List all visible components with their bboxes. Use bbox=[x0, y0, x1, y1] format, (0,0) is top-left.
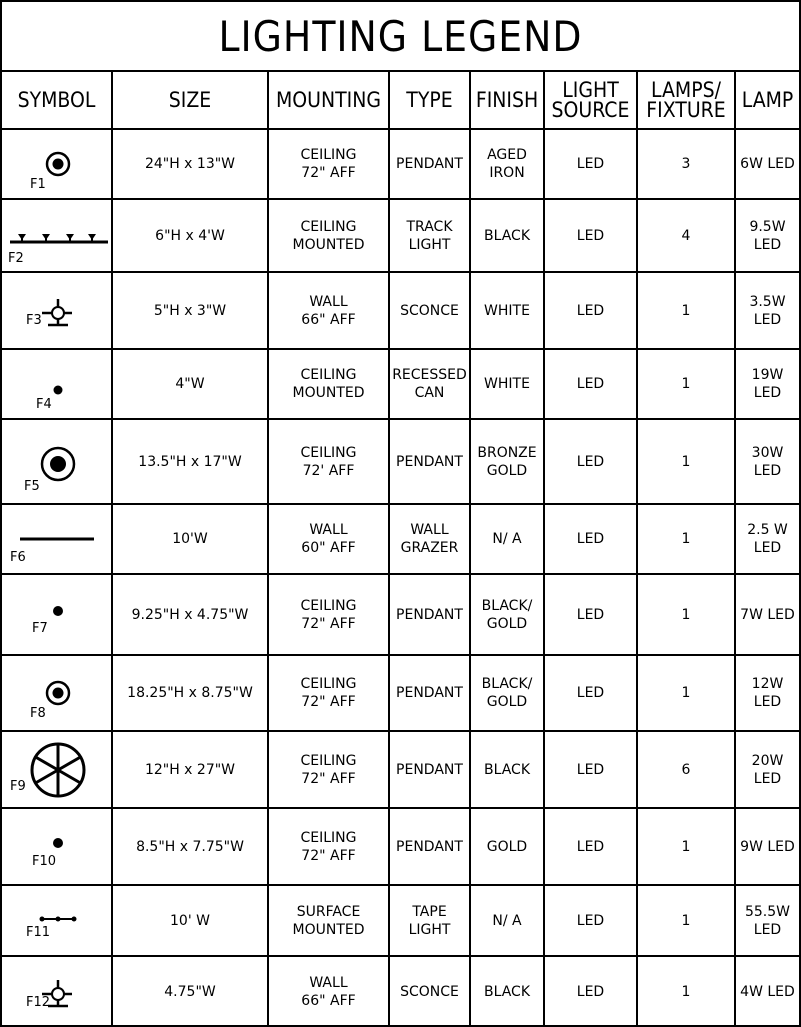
size-cell: 5"H x 3"W bbox=[112, 272, 268, 348]
finish-cell-line2: GOLD bbox=[486, 462, 528, 479]
lamp-cell-line2: LED bbox=[753, 311, 782, 328]
light-source-cell: LED bbox=[544, 504, 637, 574]
mounting-cell bbox=[268, 129, 389, 199]
lamp-cell bbox=[735, 349, 799, 419]
header-light-source bbox=[544, 72, 637, 129]
mounting-cell-line2: MOUNTED bbox=[292, 236, 365, 253]
table-row bbox=[2, 808, 799, 885]
light-source-cell: LED bbox=[544, 272, 637, 348]
type-cell-line1: RECESSED bbox=[392, 366, 467, 383]
finish-cell-line1: BLACK bbox=[483, 761, 530, 778]
light-source-cell: LED bbox=[544, 655, 637, 731]
lamp-cell bbox=[735, 272, 799, 348]
table-row bbox=[2, 731, 799, 808]
wall-sconce-icon bbox=[2, 957, 110, 1026]
fixture-tag: F7 bbox=[32, 621, 48, 637]
size-cell: 6"H x 4'W bbox=[112, 199, 268, 272]
lamp-cell bbox=[735, 419, 799, 504]
table-row bbox=[2, 349, 799, 419]
lamp-cell-line1: 9W LED bbox=[740, 838, 795, 855]
type-cell bbox=[389, 419, 470, 504]
size-cell: 10'W bbox=[112, 504, 268, 574]
size-cell: 4"W bbox=[112, 349, 268, 419]
mounting-cell-line1: CEILING bbox=[300, 366, 357, 383]
mounting-cell-line1: CEILING bbox=[300, 829, 357, 846]
size-cell: 12"H x 27"W bbox=[112, 731, 268, 808]
type-cell bbox=[389, 956, 470, 1027]
small-pendant-icon bbox=[2, 576, 110, 654]
light-source-cell: LED bbox=[544, 419, 637, 504]
fixture-tag: F12 bbox=[26, 994, 51, 1010]
header-lamps-fixture-line2: FIXTURE bbox=[646, 98, 726, 122]
finish-cell bbox=[470, 129, 544, 199]
symbol-cell bbox=[2, 885, 112, 955]
finish-cell-line2: GOLD bbox=[486, 615, 528, 632]
type-cell bbox=[389, 885, 470, 955]
type-cell-line1: SCONCE bbox=[400, 983, 459, 1000]
table-row bbox=[2, 956, 799, 1027]
lamps-per-fixture-cell: 1 bbox=[637, 504, 735, 574]
table-row bbox=[2, 272, 799, 348]
symbol-cell bbox=[2, 655, 112, 731]
header-light-source-line1: LIGHT bbox=[562, 78, 619, 102]
finish-cell bbox=[470, 808, 544, 885]
lamp-cell-line1: 7W LED bbox=[740, 606, 795, 623]
finish-cell bbox=[470, 419, 544, 504]
lamp-cell bbox=[735, 129, 799, 199]
finish-cell-line1: BRONZE bbox=[477, 444, 537, 461]
header-lamp: LAMP bbox=[735, 72, 799, 129]
type-cell-line1: PENDANT bbox=[396, 761, 463, 778]
lamp-cell-line1: 19W bbox=[751, 366, 784, 383]
type-cell bbox=[389, 272, 470, 348]
size-cell: 24"H x 13"W bbox=[112, 129, 268, 199]
lamp-cell bbox=[735, 808, 799, 885]
type-cell-line1: WALL bbox=[410, 522, 449, 539]
finish-cell bbox=[470, 349, 544, 419]
mounting-cell-line2: 72" AFF bbox=[301, 165, 356, 182]
type-cell-line1: TRACK bbox=[406, 218, 453, 235]
table-row bbox=[2, 199, 799, 272]
lamps-per-fixture-cell: 1 bbox=[637, 574, 735, 654]
light-source-cell: LED bbox=[544, 129, 637, 199]
type-cell bbox=[389, 574, 470, 654]
mounting-cell bbox=[268, 504, 389, 574]
finish-cell-line1: AGED bbox=[487, 147, 527, 164]
mounting-cell-line2: 72" AFF bbox=[301, 847, 356, 864]
type-cell bbox=[389, 504, 470, 574]
lamp-cell-line2: LED bbox=[753, 540, 782, 557]
mounting-cell-line1: CEILING bbox=[300, 218, 357, 235]
fixture-tag: F11 bbox=[26, 925, 51, 941]
table-row bbox=[2, 655, 799, 731]
fixture-tag: F9 bbox=[10, 778, 26, 794]
mounting-cell bbox=[268, 808, 389, 885]
mounting-cell bbox=[268, 199, 389, 272]
lamp-cell-line1: 30W bbox=[751, 444, 784, 461]
type-cell-line2: LIGHT bbox=[408, 921, 451, 938]
header-mounting: MOUNTING bbox=[268, 72, 389, 129]
fixture-tag: F8 bbox=[30, 705, 46, 721]
lighting-legend-table bbox=[2, 72, 799, 1027]
finish-cell-line1: WHITE bbox=[484, 375, 530, 392]
size-cell: 10' W bbox=[112, 885, 268, 955]
type-cell bbox=[389, 349, 470, 419]
light-source-cell: LED bbox=[544, 956, 637, 1027]
type-cell bbox=[389, 655, 470, 731]
lamp-cell-line1: 55.5W bbox=[744, 903, 790, 920]
lamp-cell-line1: 6W LED bbox=[740, 156, 795, 173]
symbol-cell bbox=[2, 129, 112, 199]
type-cell-line1: PENDANT bbox=[396, 156, 463, 173]
table-row bbox=[2, 419, 799, 504]
symbol-cell bbox=[2, 574, 112, 654]
table-row bbox=[2, 574, 799, 654]
lamp-cell-line1: 20W bbox=[751, 752, 784, 769]
type-cell-line2: CAN bbox=[414, 384, 445, 401]
light-source-cell: LED bbox=[544, 885, 637, 955]
fixture-tag: F10 bbox=[32, 854, 57, 870]
lamps-per-fixture-cell: 6 bbox=[637, 731, 735, 808]
symbol-cell bbox=[2, 956, 112, 1027]
finish-cell-line1: BLACK/ bbox=[481, 597, 533, 614]
mounting-cell-line1: CEILING bbox=[300, 147, 357, 164]
lamp-cell-line1: 3.5W bbox=[749, 293, 786, 310]
mounting-cell-line2: 66" AFF bbox=[301, 992, 356, 1009]
tape-light-icon bbox=[2, 887, 110, 955]
type-cell-line1: TAPE bbox=[412, 903, 447, 920]
lamp-cell-line2: LED bbox=[753, 462, 782, 479]
mounting-cell-line1: CEILING bbox=[300, 444, 357, 461]
lamps-per-fixture-cell: 1 bbox=[637, 272, 735, 348]
lamp-cell-line2: LED bbox=[753, 921, 782, 938]
finish-cell-line2: IRON bbox=[489, 165, 525, 182]
mounting-cell-line2: 60" AFF bbox=[301, 540, 356, 557]
table-row bbox=[2, 129, 799, 199]
finish-cell-line1: N/ A bbox=[492, 531, 522, 548]
large-pendant-icon bbox=[2, 420, 110, 503]
fixture-tag: F2 bbox=[8, 251, 24, 267]
mounting-cell bbox=[268, 574, 389, 654]
type-cell-line2: GRAZER bbox=[400, 540, 459, 557]
light-source-cell: LED bbox=[544, 731, 637, 808]
finish-cell bbox=[470, 272, 544, 348]
mounting-cell bbox=[268, 885, 389, 955]
lamps-per-fixture-cell: 4 bbox=[637, 199, 735, 272]
size-cell: 13.5"H x 17"W bbox=[112, 419, 268, 504]
mounting-cell-line1: CEILING bbox=[300, 597, 357, 614]
page-title: LIGHTING LEGEND bbox=[2, 2, 799, 72]
light-source-cell: LED bbox=[544, 574, 637, 654]
table-row bbox=[2, 885, 799, 955]
symbol-cell bbox=[2, 419, 112, 504]
lamp-cell bbox=[735, 655, 799, 731]
symbol-cell bbox=[2, 731, 112, 808]
finish-cell bbox=[470, 885, 544, 955]
type-cell bbox=[389, 129, 470, 199]
header-finish: FINISH bbox=[470, 72, 544, 129]
symbol-cell bbox=[2, 272, 112, 348]
mounting-cell bbox=[268, 272, 389, 348]
header-light-source-line2: SOURCE bbox=[551, 98, 630, 122]
header-lamps-fixture bbox=[637, 72, 735, 129]
lamp-cell bbox=[735, 956, 799, 1027]
fixture-tag: F4 bbox=[36, 396, 52, 412]
lamps-per-fixture-cell: 1 bbox=[637, 808, 735, 885]
size-cell: 8.5"H x 7.75"W bbox=[112, 808, 268, 885]
size-cell: 9.25"H x 4.75"W bbox=[112, 574, 268, 654]
mounting-cell-line2: 72" AFF bbox=[301, 693, 356, 710]
finish-cell-line1: GOLD bbox=[486, 838, 528, 855]
type-cell-line1: PENDANT bbox=[396, 606, 463, 623]
mounting-cell-line1: WALL bbox=[309, 974, 348, 991]
lamp-cell bbox=[735, 504, 799, 574]
finish-cell-line1: BLACK/ bbox=[481, 675, 533, 692]
mounting-cell bbox=[268, 956, 389, 1027]
type-cell bbox=[389, 808, 470, 885]
lamp-cell bbox=[735, 731, 799, 808]
wall-sconce-icon bbox=[2, 274, 110, 348]
mounting-cell-line2: 72" AFF bbox=[301, 615, 356, 632]
size-cell: 18.25"H x 8.75"W bbox=[112, 655, 268, 731]
lamps-per-fixture-cell: 1 bbox=[637, 655, 735, 731]
type-cell-line1: PENDANT bbox=[396, 684, 463, 701]
symbol-cell bbox=[2, 504, 112, 574]
mounting-cell-line1: SURFACE bbox=[296, 903, 361, 920]
pendant-ring-icon bbox=[2, 656, 110, 730]
lamp-cell-line1: 4W LED bbox=[740, 983, 795, 1000]
legend-body bbox=[2, 129, 799, 1027]
lamps-per-fixture-cell: 1 bbox=[637, 956, 735, 1027]
fixture-tag: F1 bbox=[30, 177, 46, 192]
mounting-cell-line2: MOUNTED bbox=[292, 384, 365, 401]
lamp-cell-line1: 2.5 W bbox=[747, 522, 788, 539]
lamp-cell-line1: 9.5W bbox=[749, 218, 786, 235]
lamp-cell-line2: LED bbox=[753, 236, 782, 253]
lamp-cell bbox=[735, 199, 799, 272]
small-pendant-icon bbox=[2, 809, 110, 884]
mounting-cell-line2: MOUNTED bbox=[292, 921, 365, 938]
mounting-cell bbox=[268, 731, 389, 808]
lamp-cell bbox=[735, 574, 799, 654]
mounting-cell-line2: 72" AFF bbox=[301, 770, 356, 787]
pendant-ring-icon bbox=[2, 130, 110, 198]
type-cell-line1: PENDANT bbox=[396, 453, 463, 470]
type-cell-line1: SCONCE bbox=[400, 302, 459, 319]
lamps-per-fixture-cell: 1 bbox=[637, 885, 735, 955]
lamp-cell-line1: 12W LED bbox=[751, 675, 784, 710]
header-size: SIZE bbox=[112, 72, 268, 129]
fixture-tag: F3 bbox=[26, 313, 42, 329]
header-symbol: SYMBOL bbox=[2, 72, 112, 129]
mounting-cell-line2: 66" AFF bbox=[301, 311, 356, 328]
mounting-cell bbox=[268, 655, 389, 731]
mounting-cell-line1: CEILING bbox=[300, 675, 357, 692]
header-row bbox=[2, 72, 799, 129]
table-row bbox=[2, 504, 799, 574]
type-cell bbox=[389, 199, 470, 272]
finish-cell bbox=[470, 504, 544, 574]
mounting-cell bbox=[268, 419, 389, 504]
light-source-cell: LED bbox=[544, 199, 637, 272]
finish-cell-line2: GOLD bbox=[486, 693, 528, 710]
lamps-per-fixture-cell: 1 bbox=[637, 419, 735, 504]
mounting-cell bbox=[268, 349, 389, 419]
symbol-cell bbox=[2, 199, 112, 272]
light-source-cell: LED bbox=[544, 349, 637, 419]
lamp-cell bbox=[735, 885, 799, 955]
mounting-cell-line1: CEILING bbox=[300, 752, 357, 769]
lamps-per-fixture-cell: 3 bbox=[637, 129, 735, 199]
mounting-cell-line1: WALL bbox=[309, 293, 348, 310]
finish-cell-line1: BLACK bbox=[483, 227, 530, 244]
finish-cell-line1: WHITE bbox=[484, 302, 530, 319]
type-cell bbox=[389, 731, 470, 808]
lamps-per-fixture-cell: 1 bbox=[637, 349, 735, 419]
finish-cell bbox=[470, 574, 544, 654]
lamp-cell-line2: LED bbox=[753, 770, 782, 787]
lamp-cell-line2: LED bbox=[753, 384, 782, 401]
mounting-cell-line1: WALL bbox=[309, 522, 348, 539]
symbol-cell bbox=[2, 349, 112, 419]
type-cell-line1: PENDANT bbox=[396, 838, 463, 855]
header-lamps-fixture-line1: LAMPS/ bbox=[651, 78, 721, 102]
recessed-can-icon bbox=[2, 350, 110, 418]
mounting-cell-line2: 72' AFF bbox=[302, 462, 355, 479]
header-type: TYPE bbox=[389, 72, 470, 129]
size-cell: 4.75"W bbox=[112, 956, 268, 1027]
finish-cell-line1: N/ A bbox=[492, 912, 522, 929]
finish-cell bbox=[470, 731, 544, 808]
fixture-tag: F6 bbox=[10, 550, 26, 566]
fixture-tag: F5 bbox=[24, 478, 40, 494]
finish-cell bbox=[470, 199, 544, 272]
light-source-cell: LED bbox=[544, 808, 637, 885]
finish-cell bbox=[470, 956, 544, 1027]
type-cell-line2: LIGHT bbox=[408, 236, 451, 253]
finish-cell-line1: BLACK bbox=[483, 983, 530, 1000]
finish-cell bbox=[470, 655, 544, 731]
symbol-cell bbox=[2, 808, 112, 885]
